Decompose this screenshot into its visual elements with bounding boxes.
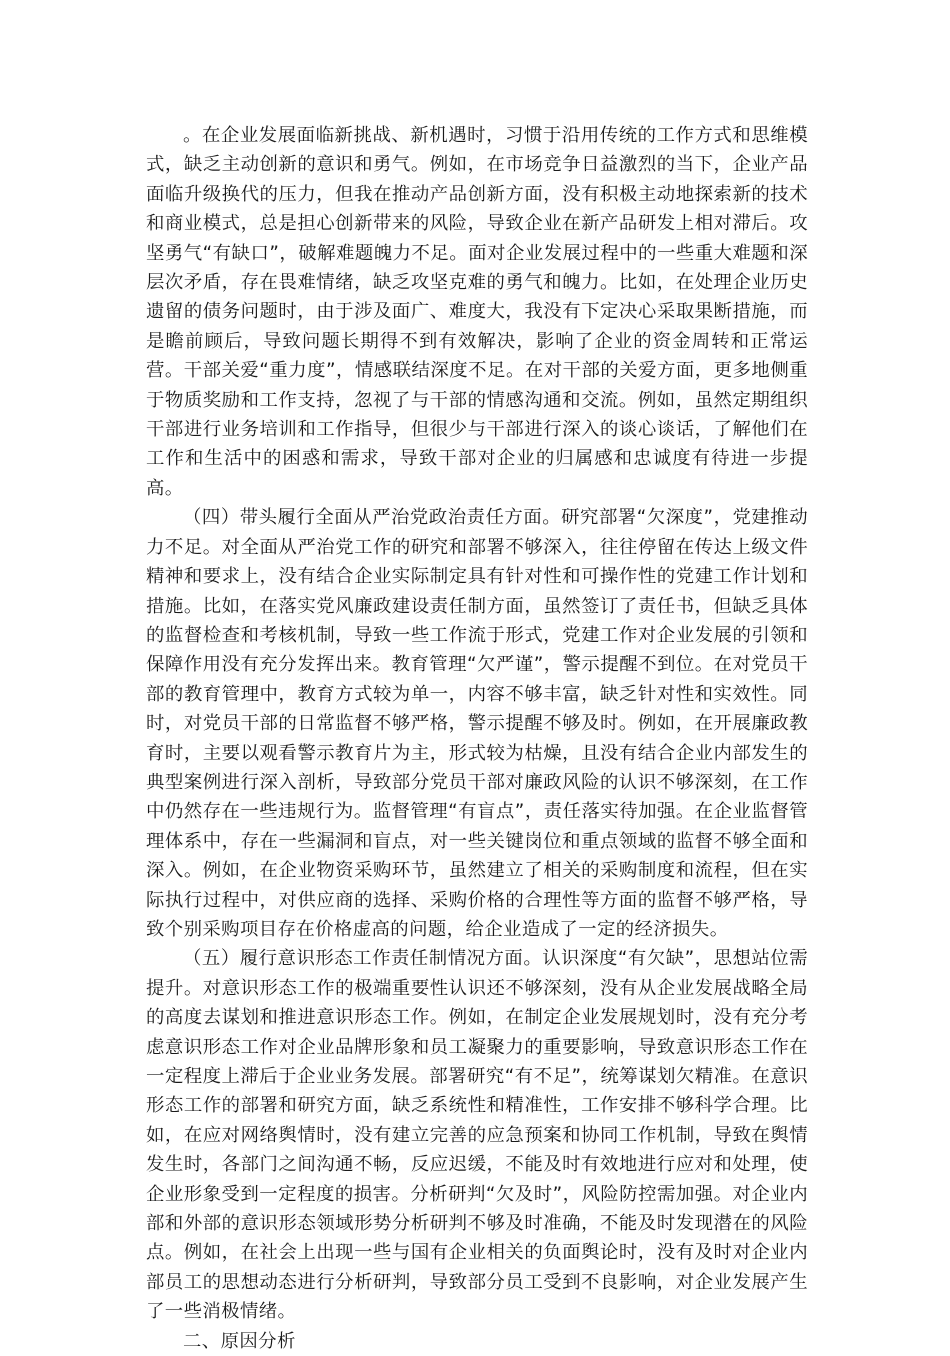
paragraph-3: （五）履行意识形态工作责任制情况方面。认识深度“有欠缺”，思想站位需提升。对意识形态工作的极端重要性认识还不够深刻，没有从企业发展战略全局的高度去谋划和推进意识形态工作。例如，在制定企业发展规划时，没有充分考虑意识形态工作对企业品牌形象和员工凝聚力的重要影响，导致意识形态工作在一定程度上滞后于企业业务发展。部署研究“有不足”，统筹谋划欠精准。在意识形态工作的部署和研究方面，缺乏系统性和精准性，工作安排不够科学合理。比如，在应对网络舆情时，没有建立完善的应急预案和协同工作机制，导致在舆情发生时，各部门之间沟通不畅，反应迟缓，不能及时有效地进行应对和处理，使企业形象受到一定程度的损害。分析研判“欠及时”，风险防控需加强。对企业内部和外部的意识形态领域形势分析研判不够及时准确，不能及时发现潜在的风险点。例如，在社会上出现一些与国有企业相关的负面舆论时，没有及时对企业内部员工的思想动态进行分析研判，导致部分员工受到不良影响，对企业发展产生了一些消极情绪。	[146, 948, 808, 1323]
document-body	[146, 121, 808, 1356]
paragraph-1: 。在企业发展面临新挑战、新机遇时，习惯于沿用传统的工作方式和思维模式，缺乏主动创新的意识和勇气。例如，在市场竞争日益激烈的当下，企业产品面临升级换代的压力，但我在推动产品创新方面，没有积极主动地探索新的技术和商业模式，总是担心创新带来的风险，导致企业在新产品研发上相对滞后。攻坚勇气“有缺口”，破解难题魄力不足。面对企业发展过程中的一些重大难题和深层次矛盾，存在畏难情绪，缺乏攻坚克难的勇气和魄力。比如，在处理企业历史遗留的债务问题时，由于涉及面广、难度大，我没有下定决心采取果断措施，而是瞻前顾后，导致问题长期得不到有效解决，影响了企业的资金周转和正常运营。干部关爱“重力度”，情感联结深度不足。在对干部的关爱方面，更多地侧重于物质奖励和工作支持，忽视了与干部的情感沟通和交流。例如，虽然定期组织干部进行业务培训和工作指导，但很少与干部进行深入的谈心谈话，了解他们在工作和生活中的困惑和需求，导致干部对企业的归属感和忠诚度有待进一步提高。	[146, 125, 808, 499]
section-heading: 二、原因分析	[183, 1330, 296, 1352]
paragraph-2: （四）带头履行全面从严治党政治责任方面。研究部署“欠深度”，党建推动力不足。对全面从严治党工作的研究和部署不够深入，往往停留在传达上级文件精神和要求上，没有结合企业实际制定具有针对性和可操作性的党建工作计划和措施。比如，在落实党风廉政建设责任制方面，虽然签订了责任书，但缺乏具体的监督检查和考核机制，导致一些工作流于形式，党建工作对企业发展的引领和保障作用没有充分发挥出来。教育管理“欠严谨”，警示提醒不到位。在对党员干部的教育管理中，教育方式较为单一，内容不够丰富，缺乏针对性和实效性。同时，对党员干部的日常监督不够严格，警示提醒不够及时。例如，在开展廉政教育时，主要以观看警示教育片为主，形式较为枯燥，且没有结合企业内部发生的典型案例进行深入剖析，导致部分党员干部对廉政风险的认识不够深刻，在工作中仍然存在一些违规行为。监督管理“有盲点”，责任落实待加强。在企业监督管理体系中，存在一些漏洞和盲点，对一些关键岗位和重点领域的监督不够全面和深入。例如，在企业物资采购环节，虽然建立了相关的采购制度和流程，但在实际执行过程中，对供应商的选择、采购价格的合理性等方面的监督不够严格，导致个别采购项目存在价格虚高的问题，给企业造成了一定的经济损失。	[146, 507, 808, 940]
